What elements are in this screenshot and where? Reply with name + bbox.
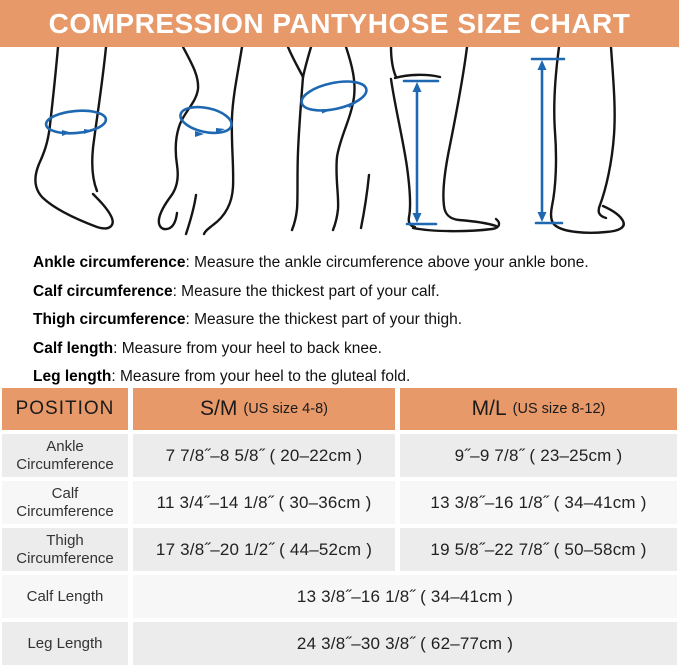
leg-length-leg: [532, 47, 624, 233]
row-label-thigh-circumference: Thigh Circumference: [2, 528, 128, 571]
table-header-position: POSITION: [2, 388, 128, 430]
leg-outline-path: [204, 47, 242, 234]
calf-sm-value: 11 3/4˝–14 1/8˝ ( 30–36cm ): [133, 481, 395, 524]
measure-arrow-icon: [538, 212, 547, 222]
leg-length-value: 24 3/8˝–30 3/8˝ ( 62–77cm ): [133, 622, 677, 665]
measurement-illustrations: [0, 47, 679, 240]
instruction-desc: : Measure the thickest part of your thigh.: [185, 311, 463, 328]
calf-ml-value: 13 3/8˝–16 1/8˝ ( 34–41cm ): [400, 481, 677, 524]
calf-length-leg: [391, 47, 499, 231]
leg-outline-path: [361, 175, 369, 228]
leg-outline-path: [551, 47, 559, 226]
leg-outline-path: [288, 47, 303, 77]
measurement-instructions: [0, 240, 679, 388]
ankle-measure-leg: [35, 47, 112, 228]
calf-length-value: 13 3/8˝–16 1/8˝ ( 34–41cm ): [133, 575, 677, 618]
ankle-ml-value: 9˝–9 7/8˝ ( 23–25cm ): [400, 434, 677, 477]
leg-outline-path: [391, 79, 415, 227]
leg-outline-path: [92, 47, 106, 191]
size-table: [2, 388, 677, 665]
thigh-measure-leg: [288, 47, 369, 230]
knee-crease-path: [395, 75, 440, 78]
leg-outline-path: [303, 47, 311, 77]
measure-arrow-icon: [538, 60, 547, 70]
instruction-item: [33, 335, 669, 364]
leg-outline-path: [159, 213, 177, 229]
row-label-calf-circumference: Calf Circumference: [2, 481, 128, 524]
leg-outline-path: [391, 47, 396, 77]
instruction-desc: : Measure from your heel to back knee.: [113, 339, 382, 357]
measure-arrow-icon: [413, 213, 422, 223]
leg-outline-path: [599, 47, 615, 218]
instruction-term: Calf length: [33, 339, 114, 357]
instruction-term: Leg length: [33, 368, 112, 385]
thigh-sm-value: 17 3/8˝–20 1/2˝ ( 44–52cm ): [133, 528, 395, 571]
calf-measure-leg: [159, 47, 242, 234]
table-header-ml: M/L (US size 8-12): [400, 388, 677, 430]
page-title: COMPRESSION PANTYHOSE SIZE CHART: [48, 7, 631, 39]
instruction-desc: : Measure the ankle circumference above your ankle bone.: [185, 254, 589, 271]
instruction-term: Thigh circumference: [33, 311, 186, 328]
leg-outline-path: [443, 47, 496, 226]
measure-arrow-icon: [413, 82, 422, 92]
leg-outline-path: [35, 47, 112, 228]
title-bar: [0, 0, 679, 47]
measure-ellipse-icon: [178, 103, 234, 137]
length-arrow-icon: [532, 59, 564, 223]
row-label-calf-length: Calf Length: [2, 575, 128, 618]
leg-outline-path: [186, 195, 196, 234]
row-label-ankle-circumference: Ankle Circumference: [2, 434, 128, 477]
instruction-desc: : Measure from your heel to the gluteal fold.: [111, 368, 411, 385]
instruction-term: Calf circumference: [33, 282, 173, 300]
instruction-desc: : Measure the thickest part of your calf.: [172, 282, 440, 300]
leg-outline-path: [159, 47, 198, 219]
table-header-sm: S/M (US size 4-8): [133, 388, 395, 430]
measure-ellipse-icon: [299, 76, 369, 115]
thigh-ml-value: 19 5/8˝–22 7/8˝ ( 50–58cm ): [400, 528, 677, 571]
measure-arrow-icon: [62, 130, 71, 136]
row-label-leg-length: Leg Length: [2, 622, 128, 665]
leg-outline-path: [333, 47, 355, 230]
instruction-item: [33, 306, 669, 335]
foot-outline-path: [556, 206, 624, 233]
instruction-term: Ankle circumference: [33, 254, 186, 271]
legs-illustration-svg: [0, 47, 679, 240]
ankle-sm-value: 7 7/8˝–8 5/8˝ ( 20–22cm ): [133, 434, 395, 477]
instruction-item: [33, 278, 669, 307]
instruction-item: [33, 249, 669, 278]
